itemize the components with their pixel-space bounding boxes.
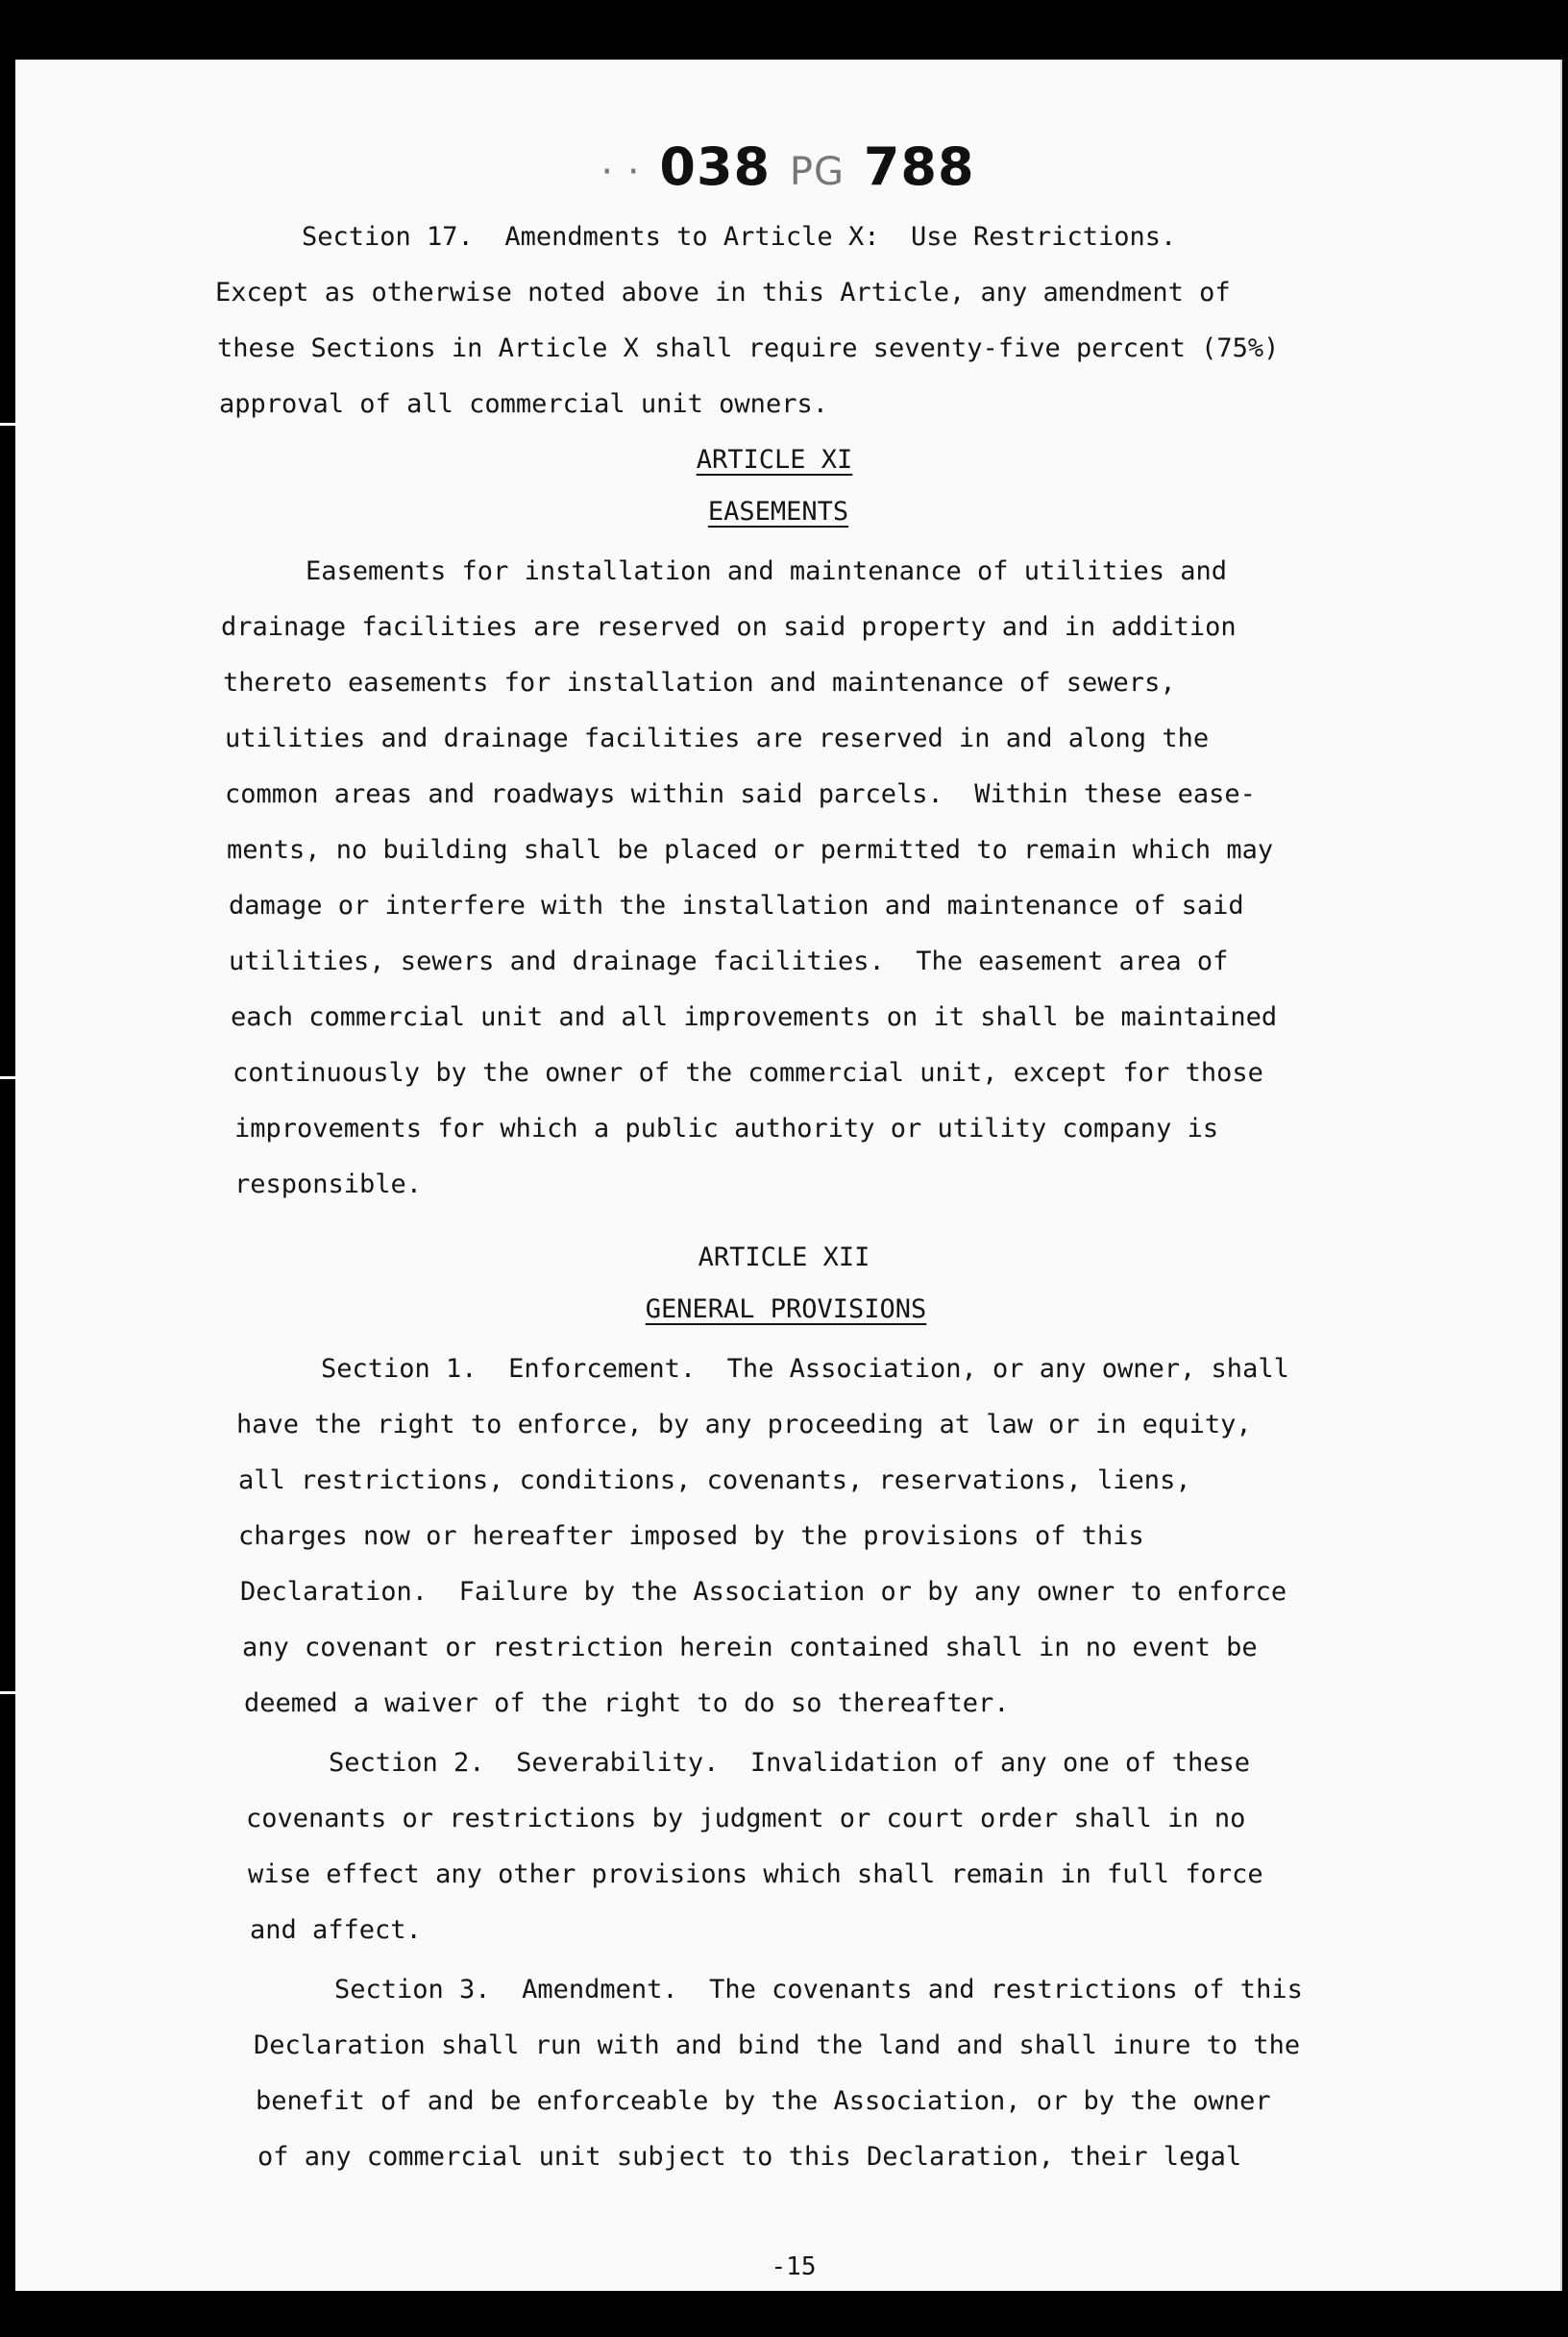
easements-line: utilities, sewers and drainage facilities. The easement area of [229, 947, 1229, 976]
easements-line: improvements for which a public authority or utility company is [234, 1114, 1219, 1144]
section-2-line: wise effect any other provisions which shall remain in full force [248, 1859, 1263, 1889]
stamp-page-number: 788 [863, 136, 975, 197]
section-1-line: charges now or hereafter imposed by the provisions of this [238, 1521, 1144, 1551]
easements-line: common areas and roadways within said parcels. Within these ease- [225, 779, 1256, 809]
general-provisions-heading: GENERAL PROVISIONS [645, 1294, 927, 1324]
document-page [15, 60, 1562, 2291]
stamp-separator: PG [789, 150, 845, 194]
section-2-line: covenants or restrictions by judgment or court order shall in no [246, 1804, 1246, 1833]
section-17-line: Section 17. Amendments to Article X: Use Restrictions. [302, 222, 1177, 252]
section-1-line: Declaration. Failure by the Association or by any owner to enforce [240, 1577, 1287, 1607]
section-1-line: Section 1. Enforcement. The Association, or any owner, shall [321, 1354, 1289, 1384]
stamp-book-number: 038 [659, 136, 772, 197]
section-3-line: benefit of and be enforceable by the Association, or by the owner [256, 2086, 1271, 2116]
easements-line: thereto easements for installation and maintenance of sewers, [223, 668, 1176, 698]
easements-line: ments, no building shall be placed or permitted to remain which may [227, 835, 1274, 865]
section-3-line: Declaration shall run with and bind the land and shall inure to the [254, 2030, 1301, 2060]
document-body [15, 60, 1560, 2291]
easements-line: utilities and drainage facilities are reserved in and along the [225, 724, 1210, 753]
easements-line: Easements for installation and maintenance of utilities and [306, 556, 1228, 586]
scan-edge-mark [0, 423, 15, 426]
section-2-line: and affect. [250, 1915, 422, 1945]
scan-edge-mark [0, 1691, 15, 1694]
easements-line: continuously by the owner of the commercial unit, except for those [233, 1058, 1263, 1088]
easements-line: each commercial unit and all improvements on it shall be maintained [231, 1002, 1278, 1032]
section-3-line: Section 3. Amendment. The covenants and restrictions of this [334, 1975, 1303, 2005]
section-17-line: these Sections in Article X shall require seventy-five percent (75%) [217, 333, 1280, 363]
easements-line: responsible. [234, 1169, 423, 1199]
page-number: -15 [771, 2252, 817, 2281]
section-17-line: Except as otherwise noted above in this Article, any amendment of [215, 278, 1231, 308]
scan-edge-mark [0, 1076, 15, 1079]
easements-line: drainage facilities are reserved on said property and in addition [221, 612, 1237, 642]
section-1-line: have the right to enforce, by any proceeding at law or in equity, [236, 1410, 1252, 1439]
stamp-prefix: · · [600, 150, 641, 194]
article-xii-heading: ARTICLE XII [698, 1242, 870, 1272]
section-3-line: of any commercial unit subject to this Declaration, their legal [257, 2142, 1242, 2172]
section-1-line: deemed a waiver of the right to do so thereafter. [244, 1688, 1010, 1718]
article-xi-heading: ARTICLE XI [696, 445, 853, 475]
section-17-line: approval of all commercial unit owners. [219, 389, 828, 419]
easements-heading: EASEMENTS [707, 497, 849, 527]
section-1-line: any covenant or restriction herein contained shall in no event be [242, 1633, 1258, 1662]
easements-line: damage or interfere with the installation and maintenance of said [229, 891, 1244, 921]
section-1-line: all restrictions, conditions, covenants, reservations, liens, [238, 1465, 1191, 1495]
section-2-line: Section 2. Severability. Invalidation of any one of these [329, 1748, 1251, 1778]
